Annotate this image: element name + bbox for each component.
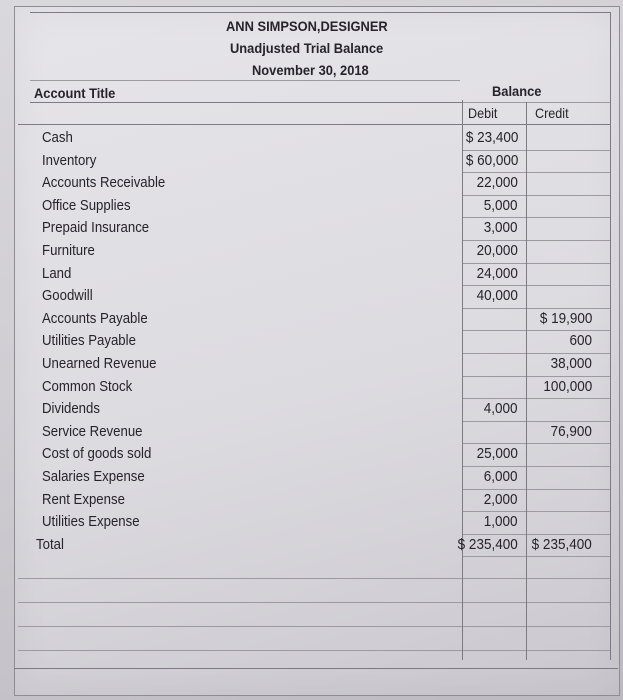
debit-amount: 4,000 xyxy=(484,400,518,418)
account-name: Office Supplies xyxy=(42,196,131,214)
rule-line xyxy=(18,124,610,125)
account-name: Dividends xyxy=(42,400,100,418)
rule-line xyxy=(462,376,610,377)
rule-line xyxy=(462,195,610,196)
rule-line xyxy=(462,489,610,490)
rule-line xyxy=(14,668,618,669)
account-name: Unearned Revenue xyxy=(42,355,157,372)
account-name: Land xyxy=(42,264,72,282)
account-name: Accounts Payable xyxy=(42,309,148,327)
rule-line xyxy=(462,150,610,151)
account-name: Cash xyxy=(42,129,73,146)
rule-line xyxy=(462,308,610,309)
company-name: ANN SIMPSON,DESIGNER xyxy=(226,18,388,34)
credit-amount: 600 xyxy=(569,332,592,350)
debit-amount: 40,000 xyxy=(476,287,518,305)
account-name: Rent Expense xyxy=(42,490,125,508)
rule-line xyxy=(462,217,610,218)
trial-balance-sheet xyxy=(14,6,620,696)
column-rule xyxy=(610,12,611,660)
rule-line xyxy=(30,80,460,81)
rule-line xyxy=(18,626,610,627)
rule-line xyxy=(462,240,610,241)
account-name: Total xyxy=(36,535,64,553)
debit-amount: 1,000 xyxy=(484,513,518,531)
rule-line xyxy=(462,421,610,422)
account-name: Goodwill xyxy=(42,287,93,305)
account-name: Accounts Receivable xyxy=(42,174,166,192)
rule-line xyxy=(462,285,610,286)
credit-amount: 38,000 xyxy=(550,355,592,372)
debit-amount: 24,000 xyxy=(476,264,518,282)
debit-amount: 5,000 xyxy=(484,196,518,214)
rule-line xyxy=(462,398,610,399)
debit-amount: 20,000 xyxy=(476,242,518,259)
account-title-heading: Account Title xyxy=(34,85,116,101)
report-title: Unadjusted Trial Balance xyxy=(230,40,384,56)
rule-line xyxy=(462,353,610,354)
rule-line xyxy=(462,172,610,173)
rule-line xyxy=(462,534,610,535)
credit-amount: 76,900 xyxy=(550,422,592,440)
rule-line xyxy=(18,578,610,579)
balance-heading: Balance xyxy=(492,83,542,99)
rule-line xyxy=(18,650,610,651)
debit-amount: $ 235,400 xyxy=(457,535,518,553)
rule-line xyxy=(462,330,610,331)
debit-amount: 2,000 xyxy=(484,490,518,508)
debit-amount: 3,000 xyxy=(484,219,518,237)
debit-amount: 22,000 xyxy=(476,174,518,192)
account-name: Salaries Expense xyxy=(42,468,145,485)
debit-amount: 25,000 xyxy=(476,445,518,463)
rule-line xyxy=(462,102,610,103)
rule-line xyxy=(462,511,610,512)
account-name: Cost of goods sold xyxy=(42,445,152,463)
credit-amount: $ 19,900 xyxy=(539,309,592,327)
credit-amount: $ 235,400 xyxy=(531,535,592,553)
column-rule xyxy=(526,102,527,660)
account-name: Utilities Expense xyxy=(42,513,140,531)
account-name: Inventory xyxy=(42,151,97,169)
rule-line xyxy=(30,12,610,13)
report-date: November 30, 2018 xyxy=(252,62,369,78)
account-name: Furniture xyxy=(42,242,95,259)
debit-amount: $ 23,400 xyxy=(465,129,518,146)
rule-line xyxy=(462,443,610,444)
account-name: Prepaid Insurance xyxy=(42,219,150,237)
credit-amount: 100,000 xyxy=(543,377,592,395)
column-rule xyxy=(462,100,463,660)
account-name: Utilities Payable xyxy=(42,332,136,350)
credit-heading: Credit xyxy=(535,105,569,121)
rule-line xyxy=(18,602,610,603)
rule-line xyxy=(462,556,610,557)
account-name: Common Stock xyxy=(42,377,133,395)
debit-amount: 6,000 xyxy=(484,468,518,485)
debit-heading: Debit xyxy=(468,105,498,121)
debit-amount: $ 60,000 xyxy=(465,151,518,169)
account-name: Service Revenue xyxy=(42,422,143,440)
rule-line xyxy=(462,263,610,264)
rule-line xyxy=(462,466,610,467)
